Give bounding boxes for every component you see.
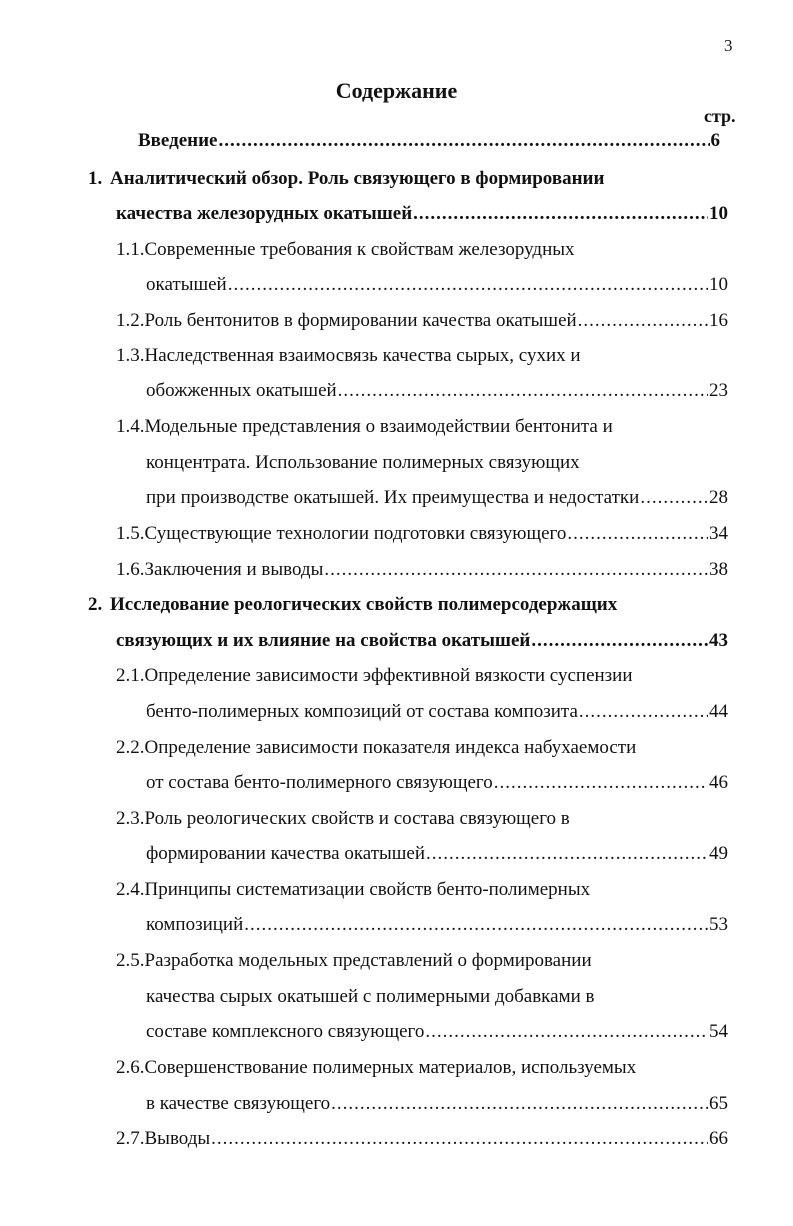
- toc-leader: [244, 910, 708, 940]
- toc-label: 2.4.Принципы систематизации свойств бенто-полимерных: [116, 879, 591, 900]
- page-number: 3: [724, 36, 733, 55]
- toc-leader: [324, 555, 708, 585]
- toc-label: 1.3.Наследственная взаимосвязь качества сырых, сухих и: [116, 345, 581, 366]
- toc-entry-2-6: [116, 1053, 728, 1083]
- toc-entry-2-5-cont2: [146, 1017, 728, 1047]
- toc-page: 23: [709, 380, 728, 401]
- toc-label: 1.4.Модельные представления о взаимодействии бентонита и: [116, 416, 613, 437]
- toc-label: 2.3.Роль реологических свойств и состава связующего в: [116, 808, 570, 829]
- toc-entry-1-6: [116, 555, 728, 585]
- toc-label: качества железорудных окатышей: [116, 203, 413, 224]
- toc-entry-1-3-cont: [146, 376, 728, 406]
- toc-entry-2-5: [116, 946, 728, 976]
- toc-label: качества сырых окатышей с полимерными добавками в: [146, 986, 595, 1007]
- toc-entry-2-2: [116, 733, 728, 763]
- toc-page: 54: [709, 1021, 728, 1042]
- toc-page: 53: [709, 914, 728, 935]
- toc-entry-1-4: [116, 412, 728, 442]
- toc-entry-1-5: [116, 519, 728, 549]
- toc-label: 1.6.Заключения и выводы: [116, 559, 324, 580]
- chapter-number: 1.: [88, 168, 103, 189]
- toc-label: в качестве связующего: [146, 1093, 331, 1114]
- toc-label: 1.5.Существующие технологии подготовки связующего: [116, 523, 567, 544]
- toc-label: составе комплексного связующего: [146, 1021, 425, 1042]
- toc-label: Аналитический обзор. Роль связующего в формировании: [110, 168, 605, 189]
- toc-leader: [331, 1089, 708, 1119]
- toc-entry-chapter-2: [88, 590, 728, 620]
- toc-leader: [579, 697, 708, 727]
- toc-entry-1-4-cont: [146, 448, 728, 478]
- toc-leader: [338, 376, 708, 406]
- toc-leader: [425, 1017, 708, 1047]
- toc-entry-1-1: [116, 235, 728, 265]
- toc-entry-chapter-1: [88, 164, 728, 194]
- toc-leader: [578, 306, 708, 336]
- toc-label: связующих и их влияние на свойства окатышей: [116, 630, 531, 651]
- toc-entry-2-6-cont: [146, 1089, 728, 1119]
- toc-entry-2-1-cont: [146, 697, 728, 727]
- toc-label: окатышей: [146, 274, 227, 295]
- toc-label: концентрата. Использование полимерных связующих: [146, 452, 580, 473]
- toc-label: 1.1.Современные требования к свойствам железорудных: [116, 239, 575, 260]
- toc-page: 49: [709, 843, 728, 864]
- toc-label: формировании качества окатышей: [146, 843, 426, 864]
- toc-page: 16: [709, 310, 728, 331]
- toc-leader: [531, 626, 708, 656]
- toc-label: 2.1.Определение зависимости эффективной вязкости суспензии: [116, 665, 633, 686]
- toc-label: 2.7.Выводы: [116, 1128, 211, 1149]
- toc-label: Исследование реологических свойств полимерсодержащих: [110, 594, 618, 615]
- toc-leader: [219, 126, 710, 156]
- toc-entry-1-3: [116, 341, 728, 371]
- toc-page: 66: [709, 1128, 728, 1149]
- toc-entry-2-2-cont: [146, 768, 728, 798]
- toc-entry-1-1-cont: [146, 270, 728, 300]
- toc-label: бенто-полимерных композиций от состава композита: [146, 701, 578, 722]
- toc-entry-1-4-cont2: [146, 483, 728, 513]
- toc-label: 2.6.Совершенствование полимерных материалов, используемых: [116, 1057, 637, 1078]
- toc-page: 28: [709, 487, 728, 508]
- toc-leader: [494, 768, 708, 798]
- toc-page: 10: [709, 203, 728, 224]
- toc-page: 44: [709, 701, 728, 722]
- page-title: Содержание: [335, 78, 458, 103]
- toc-entry-2-1: [116, 661, 728, 691]
- toc-page: 38: [709, 559, 728, 580]
- toc-leader: [567, 519, 708, 549]
- toc-leader: [211, 1124, 708, 1154]
- toc-label: 2.2.Определение зависимости показателя индекса набухаемости: [116, 737, 637, 758]
- toc-entry-2-4-cont: [146, 910, 728, 940]
- toc-label: обожженных окатышей: [146, 380, 337, 401]
- toc-label: Введение: [138, 130, 218, 151]
- toc-label: композиций: [146, 914, 244, 935]
- toc-page: 34: [709, 523, 728, 544]
- toc-entry-intro: [138, 126, 720, 156]
- toc-leader: [426, 839, 708, 869]
- toc-entry-2-4: [116, 875, 728, 905]
- toc-page: 46: [709, 772, 728, 793]
- toc-label: 1.2.Роль бентонитов в формировании качества окатышей: [116, 310, 577, 331]
- toc-page: 65: [709, 1093, 728, 1114]
- toc-entry-chapter-2-cont: [116, 626, 728, 656]
- toc-entry-chapter-1-cont: [116, 199, 728, 229]
- toc-leader: [413, 199, 708, 229]
- toc-label: 2.5.Разработка модельных представлений о формировании: [116, 950, 592, 971]
- toc-page: 10: [709, 274, 728, 295]
- toc-entry-2-3: [116, 804, 728, 834]
- toc-leader: [640, 483, 708, 513]
- page-column-label: стр.: [704, 106, 736, 126]
- toc-label: при производстве окатышей. Их преимущества и недостатки: [146, 487, 640, 508]
- toc-page: 43: [709, 630, 728, 651]
- toc-entry-2-5-cont: [146, 982, 728, 1012]
- toc-entry-2-3-cont: [146, 839, 728, 869]
- toc-entry-2-7: [116, 1124, 728, 1154]
- toc-entry-1-2: [116, 306, 728, 336]
- chapter-number: 2.: [88, 594, 103, 615]
- toc-page: 6: [710, 130, 720, 151]
- toc-label: от состава бенто-полимерного связующего: [146, 772, 493, 793]
- toc-leader: [228, 270, 708, 300]
